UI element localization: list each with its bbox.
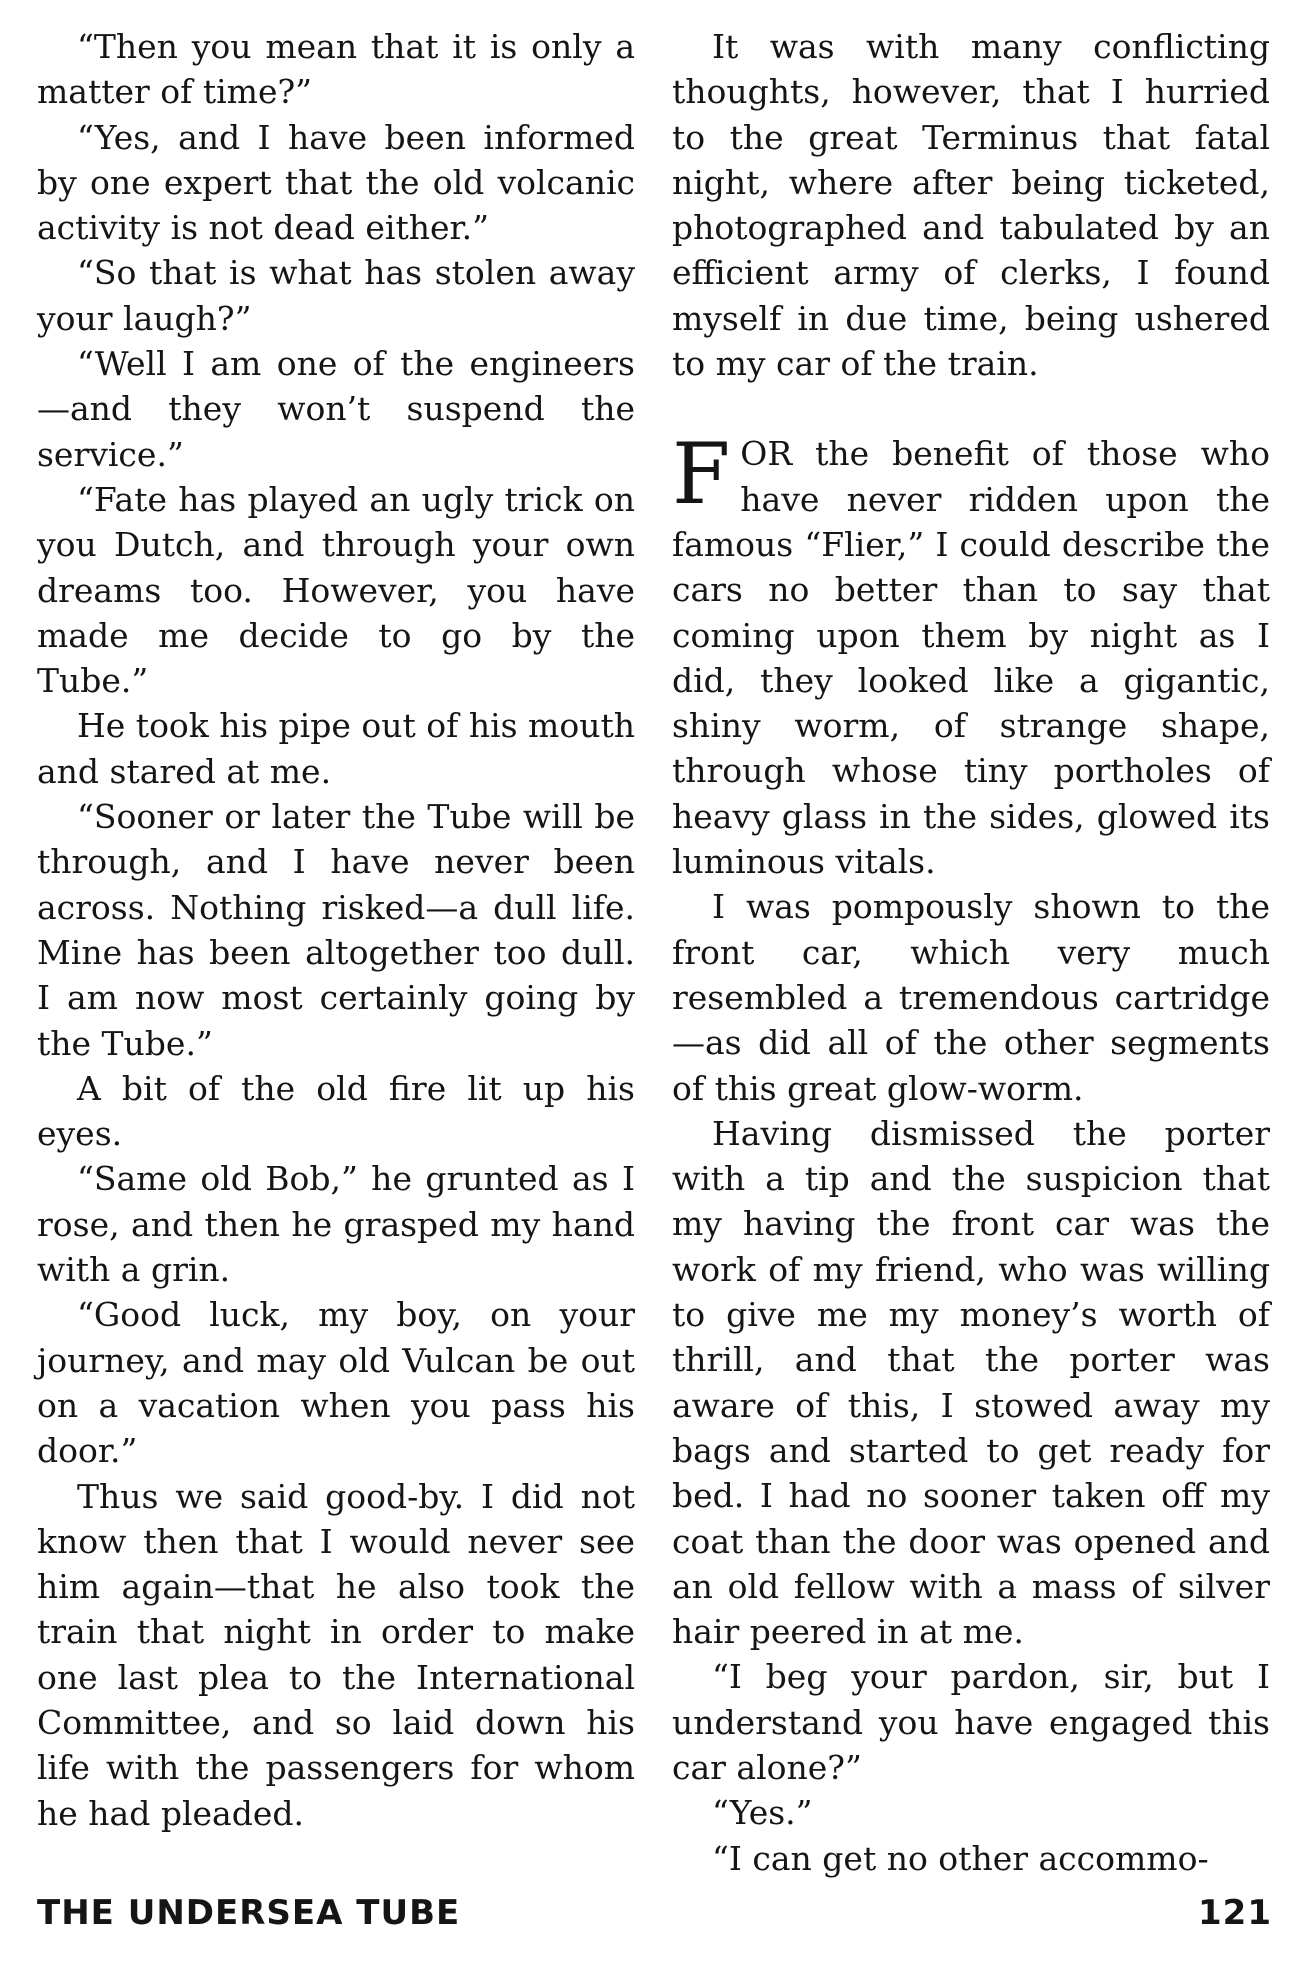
paragraph: I was pompously shown to the front car, which very much resembled a tremendous cartridge —as did all of the other segments of this great glow-worm. [672, 887, 1270, 1108]
section-break [672, 386, 1270, 431]
drop-cap-paragraph-text: OR the benefit of those who have never ridden upon the famous “Flier,” I could describe the cars no better than to say that coming upon them by night as I did, they looked like a gigantic, shiny worm, of strange shape, through whose tiny portholes of heavy glass in the sides, glowed its luminous vitals. [672, 434, 1270, 882]
paragraph: Having dismissed the porter with a tip and the suspicion that my having the front car was the work of my friend, who was willing to give me my money’s worth of thrill, and that the porter was aware of this, I stowed away my bags and started to get ready for bed. I had no sooner taken off my coat than the door was opened and an old fellow with a mass of silver hair peered in at me. [672, 1113, 1270, 1652]
right-column [672, 24, 1270, 1881]
paragraph: “I can get no other accommo- [712, 1838, 1209, 1878]
paragraph: “Good luck, my boy, on your journey, and may old Vulcan be out on a vacation when you pass his door.” [37, 1295, 635, 1471]
running-title: THE UNDERSEA TUBE [37, 1893, 461, 1933]
paragraph: “Yes, and I have been informed by one expert that the old volcanic activity is not dead either.” [37, 117, 635, 248]
drop-cap-paragraph [672, 425, 1270, 884]
paragraph: A bit of the old fire lit up his eyes. [37, 1068, 635, 1154]
paragraph: “So that is what has stolen away your laugh?” [37, 253, 635, 338]
paragraph: “Well I am one of the engineers —and they won’t suspend the service.” [37, 344, 635, 474]
left-column [37, 24, 635, 1836]
drop-cap: F [672, 425, 731, 524]
paragraph: “Same old Bob,” he grunted as I rose, and then he grasped my hand with a grin. [37, 1159, 635, 1290]
page-number: 121 [1198, 1893, 1272, 1933]
paragraph: Thus we said good-by. I did not know then that I would never see him again—that he also took the train that night in order to make one last plea to the International Committee, and so laid down his life with the passengers for whom he had pleaded. [37, 1476, 635, 1833]
paragraph: He took his pipe out of his mouth and stared at me. [37, 706, 635, 791]
paragraph: “I beg your pardon, sir, but I understand you have engaged this car alone?” [672, 1657, 1270, 1787]
paragraph: “Yes.” [712, 1793, 813, 1833]
paragraph: “Then you mean that it is only a matter of time?” [37, 27, 635, 112]
paragraph: “Sooner or later the Tube will be through, and I have never been across. Nothing risked—a dull life. Mine has been altogether too dull. I am now most certainly going by the Tube.” [37, 797, 635, 1063]
paragraph: “Fate has played an ugly trick on you Dutch, and through your own dreams too. However, you have made me decide to go by the Tube.” [37, 479, 635, 701]
paragraph: It was with many conflicting thoughts, however, that I hurried to the great Terminus that fatal night, where after being ticketed, photographed and tabulated by an efficient army of clerks, I found myself in due time, being ushered to my car of the train. [672, 27, 1270, 384]
